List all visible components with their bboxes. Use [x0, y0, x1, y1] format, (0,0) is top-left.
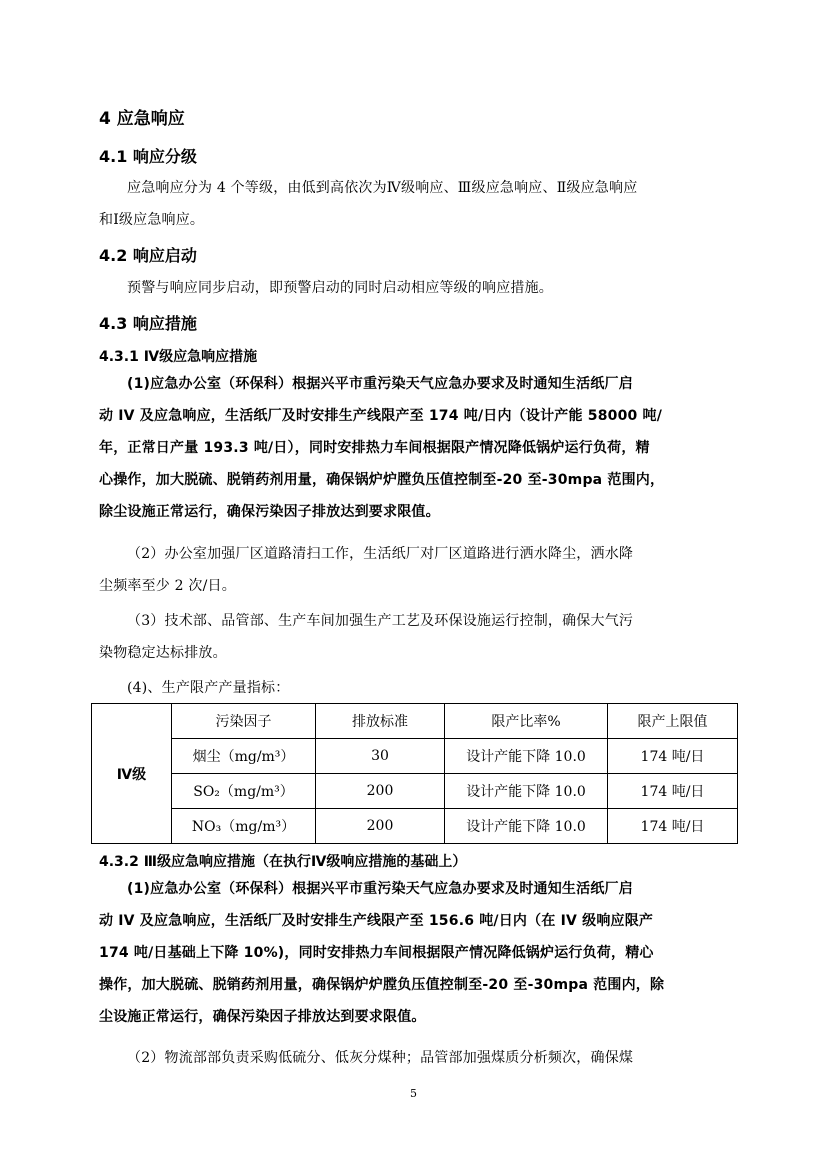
- text-line: 动 IV 及应急响应，生活纸厂及时安排生产线限产至 174 吨/日内（设计产能 58000 吨/: [99, 408, 663, 424]
- heading-4-3-1: 4.3.1 Ⅳ级应急响应措施: [99, 349, 258, 365]
- paragraph-4-1: [99, 172, 729, 236]
- heading-4-emergency-response: 4 应急响应: [99, 109, 185, 129]
- paragraph-4-3-1-item-1: [99, 368, 729, 528]
- paragraph-4-3-2-item-1: [99, 873, 729, 1033]
- table-header-row: [92, 704, 738, 739]
- table-cell: 200: [316, 809, 445, 844]
- table-cell: SO₂（mg/m³）: [172, 774, 316, 809]
- text-line: (1)应急办公室（环保科）根据兴平市重污染天气应急办要求及时通知生活纸厂启: [127, 881, 633, 897]
- text-line: 尘设施正常运行，确保污染因子排放达到要求限值。: [99, 1009, 426, 1025]
- table-cell: 设计产能下降 10.0: [445, 739, 608, 774]
- text-line: 和Ⅰ级应急响应。: [99, 212, 205, 228]
- text-line: 操作，加大脱硫、脱销药剂用量，确保锅炉炉膛负压值控制至-20 至-30mpa 范围内，除: [99, 977, 665, 993]
- text-line: （2）物流部部负责采购低硫分、低灰分煤种；品管部加强煤质分析频次，确保煤: [127, 1050, 634, 1066]
- table-row: [92, 809, 738, 844]
- text-line: （3）技术部、品管部、生产车间加强生产工艺及环保设施运行控制，确保大气污: [127, 613, 634, 629]
- text-line: （2）办公室加强厂区道路清扫工作，生活纸厂对厂区道路进行洒水降尘，洒水降: [127, 546, 634, 562]
- table-header-cell: 污染因子: [172, 704, 316, 739]
- heading-4-3: 4.3 响应措施: [99, 314, 197, 333]
- heading-4-2: 4.2 响应启动: [99, 246, 197, 265]
- paragraph-4-3-1-item-2: [99, 538, 729, 602]
- table-cell: 174 吨/日: [608, 739, 738, 774]
- paragraph-4-3-2-item-2: [99, 1042, 729, 1074]
- text-line: 动 IV 及应急响应，生活纸厂及时安排生产线限产至 156.6 吨/日内（在 IV 级响应限产: [99, 913, 654, 929]
- paragraph-4-3-1-item-3: [99, 605, 729, 669]
- table-cell: 174 吨/日: [608, 809, 738, 844]
- table-level-cell: Ⅳ级: [92, 704, 172, 844]
- table-cell: 烟尘（mg/m³）: [172, 739, 316, 774]
- table-row: [92, 774, 738, 809]
- text-line: 应急响应分为 4 个等级，由低到高依次为Ⅳ级响应、Ⅲ级应急响应、Ⅱ级应急响应: [127, 180, 638, 196]
- production-limit-table: [91, 703, 738, 844]
- heading-4-3-2: 4.3.2 Ⅲ级应急响应措施（在执行Ⅳ级响应措施的基础上）: [99, 854, 467, 870]
- page-number: 5: [410, 1087, 417, 1100]
- paragraph-4-2: [99, 272, 729, 304]
- text-line: (4)、生产限产产量指标：: [127, 680, 290, 696]
- table-header-cell: 限产比率%: [445, 704, 608, 739]
- paragraph-4-3-1-item-4: [99, 672, 729, 704]
- text-line: 除尘设施正常运行，确保污染因子排放达到要求限值。: [99, 504, 440, 520]
- table-cell: 30: [316, 739, 445, 774]
- table-cell: 设计产能下降 10.0: [445, 774, 608, 809]
- table-cell: 200: [316, 774, 445, 809]
- table-row: [92, 739, 738, 774]
- text-line: 预警与响应同步启动，即预警启动的同时启动相应等级的响应措施。: [127, 280, 553, 296]
- text-line: 心操作，加大脱硫、脱销药剂用量，确保锅炉炉膛负压值控制至-20 至-30mpa 范围内，: [99, 472, 665, 488]
- table-cell: NO₃（mg/m³）: [172, 809, 316, 844]
- text-line: 染物稳定达标排放。: [99, 645, 227, 661]
- text-line: 尘频率至少 2 次/日。: [99, 578, 236, 594]
- table-cell: 设计产能下降 10.0: [445, 809, 608, 844]
- table-cell: 174 吨/日: [608, 774, 738, 809]
- text-line: 174 吨/日基础上下降 10%)，同时安排热力车间根据限产情况降低锅炉运行负荷，精心: [99, 945, 654, 961]
- text-line: 年，正常日产量 193.3 吨/日），同时安排热力车间根据限产情况降低锅炉运行负荷，精: [99, 440, 650, 456]
- table-header-cell: 排放标准: [316, 704, 445, 739]
- table-header-cell: 限产上限值: [608, 704, 738, 739]
- heading-4-1: 4.1 响应分级: [99, 147, 197, 166]
- text-line: (1)应急办公室（环保科）根据兴平市重污染天气应急办要求及时通知生活纸厂启: [127, 376, 633, 392]
